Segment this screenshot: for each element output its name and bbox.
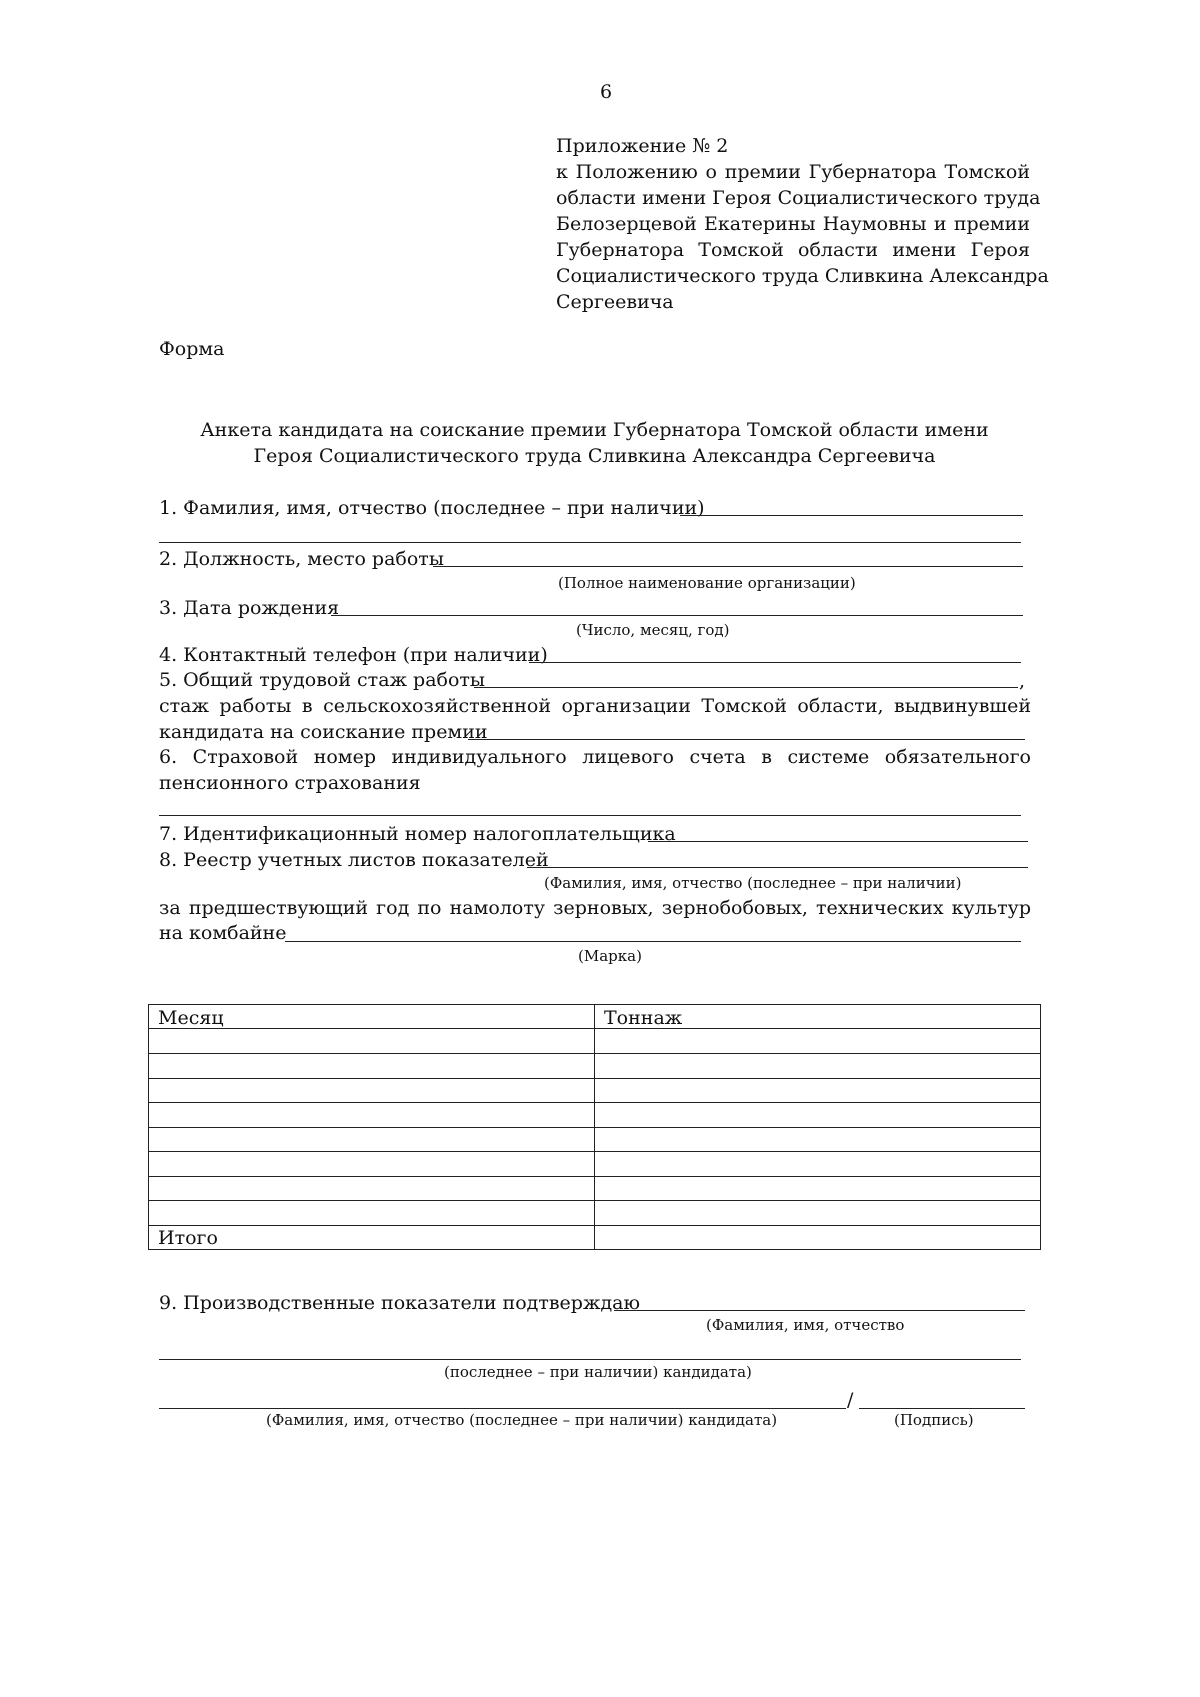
comma: ,: [1019, 670, 1026, 692]
appendix-line: к Положению о премии Губернатора Томской: [556, 161, 1030, 183]
appendix-line: Губернатора Томской области имени Героя: [556, 239, 1030, 261]
field-8-hint: (Фамилия, имя, отчество (последнее – при наличии): [544, 874, 962, 892]
table-border: [594, 1004, 595, 1249]
field-6-line-2: пенсионного страхования: [159, 772, 421, 794]
table-header-tonnage: Тоннаж: [604, 1007, 683, 1029]
signature-hint: (Подпись): [894, 1411, 974, 1429]
confirm-hint-1: (Фамилия, имя, отчество: [706, 1316, 905, 1334]
table-header-month: Месяц: [158, 1007, 224, 1029]
signature-line[interactable]: [859, 1408, 1025, 1409]
form-label: Форма: [159, 338, 225, 360]
position-line[interactable]: [433, 566, 1023, 567]
field-7-label: 7. Идентификационный номер налогоплательщика: [159, 823, 676, 845]
confirm-line[interactable]: [614, 1310, 1025, 1311]
birth-date-line[interactable]: [331, 615, 1023, 616]
agri-experience-line[interactable]: [468, 739, 1025, 740]
field-4-label: 4. Контактный телефон (при наличии): [159, 644, 548, 666]
appendix-line: области имени Героя Социалистического труда: [556, 187, 1041, 209]
table-total-label: Итого: [158, 1227, 218, 1249]
form-title-line: Анкета кандидата на соискание премии Губернатора Томской области имени: [200, 419, 989, 441]
appendix-line: Сергеевича: [556, 291, 674, 313]
field-3-hint: (Число, месяц, год): [576, 621, 730, 639]
appendix-text: [556, 159, 1049, 315]
full-name-line[interactable]: [680, 515, 1023, 516]
registry-line[interactable]: [527, 867, 1028, 868]
field-8-line-3: на комбайне: [159, 922, 287, 944]
field-9-label: 9. Производственные показатели подтверждаю: [159, 1292, 641, 1314]
field-8-hint-2: (Марка): [578, 947, 642, 965]
appendix-line: Социалистического труда Сливкина Александра: [556, 265, 1049, 287]
table-border: [1040, 1004, 1041, 1249]
harvester-line[interactable]: [285, 941, 1021, 942]
field-5-label: 5. Общий трудовой стаж работы: [159, 669, 486, 691]
field-6-line-1: 6. Страховой номер индивидуального лицевого счета в системе обязательного: [159, 746, 1031, 768]
appendix-line: Белозерцевой Екатерины Наумовны и премии: [556, 213, 1030, 235]
appendix-number: Приложение № 2: [556, 135, 729, 157]
table-border: [148, 1004, 149, 1249]
field-3-label: 3. Дата рождения: [159, 597, 340, 619]
form-title-line: Героя Социалистического труда Сливкина Александра Сергеевича: [253, 445, 936, 467]
confirm-line-2[interactable]: [159, 1359, 1021, 1360]
full-name-line-2[interactable]: [159, 542, 1021, 543]
field-5-line-2: стаж работы в сельскохозяйственной организации Томской области, выдвинувшей: [159, 695, 1031, 717]
confirm-hint-2: (последнее – при наличии) кандидата): [444, 1363, 752, 1381]
candidate-name-line[interactable]: [159, 1408, 846, 1409]
candidate-name-hint: (Фамилия, имя, отчество (последнее – при наличии) кандидата): [266, 1411, 778, 1429]
field-8-label: 8. Реестр учетных листов показателей: [159, 849, 549, 871]
experience-line[interactable]: [474, 687, 1018, 688]
table-border: [148, 1249, 1041, 1250]
slash: /: [847, 1389, 854, 1411]
field-8-line-2: за предшествующий год по намолоту зерновых, зернобобовых, технических культур: [159, 897, 1031, 919]
field-2-label: 2. Должность, место работы: [159, 548, 444, 570]
field-2-hint: (Полное наименование организации): [558, 574, 856, 592]
snils-line[interactable]: [159, 815, 1021, 816]
field-5-line-3: кандидата на соискание премии: [159, 721, 488, 743]
page-number: 6: [600, 81, 613, 103]
phone-line[interactable]: [529, 662, 1021, 663]
inn-line[interactable]: [648, 841, 1028, 842]
field-1-label: 1. Фамилия, имя, отчество (последнее – при наличии): [159, 497, 705, 519]
